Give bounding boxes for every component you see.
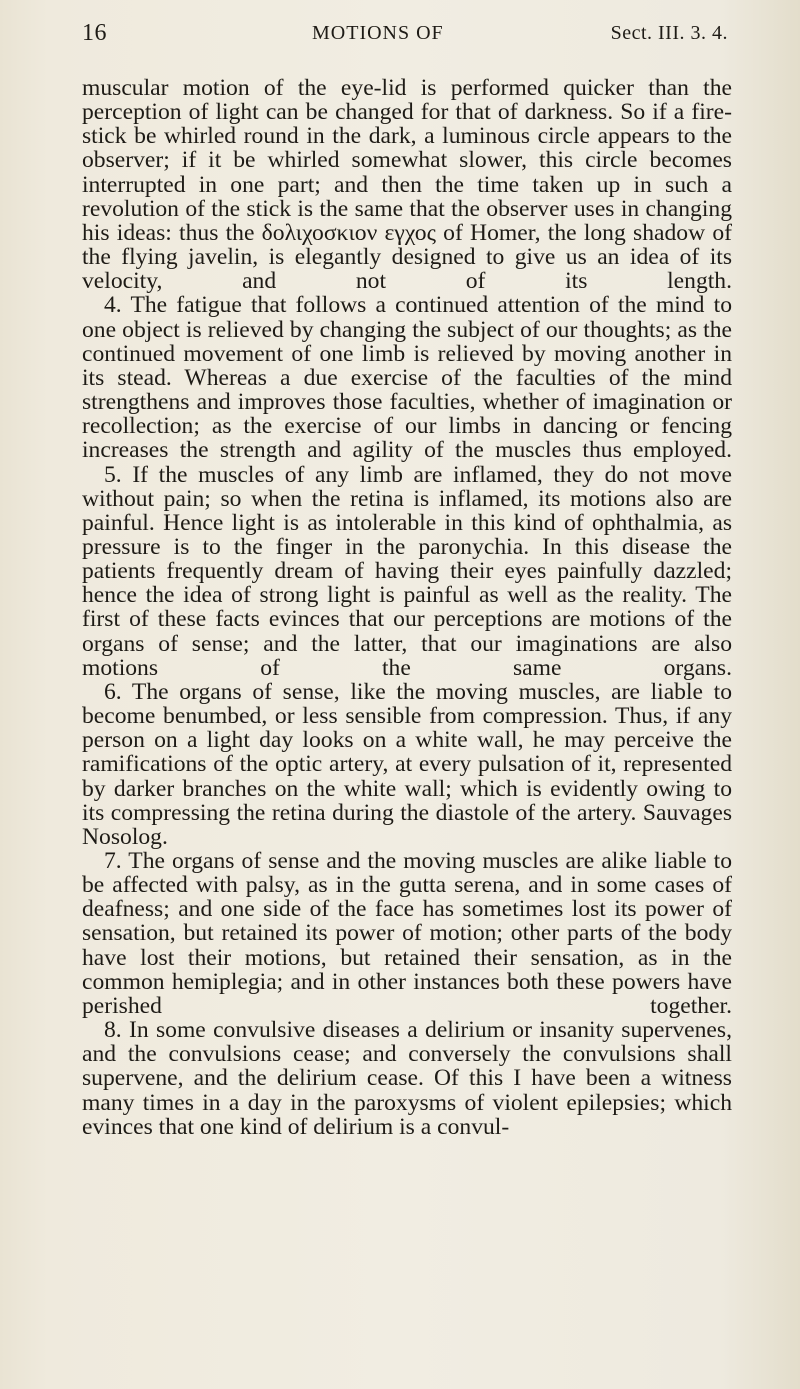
paragraph-7: 7. The organs of sense and the moving muscles are alike liable to be affected with palsy, as in the gutta serena, and in some cases of deafness; and one side of the face has sometimes lost its power of sensation, but retained its power of motion; other parts of the body have lost their motions, but retained their sensation, as in the common hemiplegia; and in other instances both these powers have perished together. bbox=[82, 848, 732, 1019]
body-text bbox=[82, 76, 732, 1139]
page-header bbox=[82, 20, 728, 54]
running-title: MOTIONS OF bbox=[312, 22, 444, 44]
section-reference: Sect. III. 3. 4. bbox=[610, 22, 728, 44]
paragraph-continuation: muscular motion of the eye-lid is performed quicker than the perception of light can be changed for that of darkness. So if a fire-stick be whirled round in the dark, a luminous circle appears to the observer; if it be whirled somewhat slower, this circle becomes interrupted in one part; and then the time taken up in such a revolution of the stick is the same that the observer uses in changing his ideas: thus the δολιχοσκιον εγχος of Homer, the long shadow of the flying javelin, is elegantly designed to give us an idea of its velocity, and not of its length. bbox=[82, 75, 732, 295]
paragraph-5: 5. If the muscles of any limb are inflamed, they do not move without pain; so when the retina is inflamed, its motions also are painful. Hence light is as intolerable in this kind of ophthalmia, as pressure is to the finger in the paronychia. In this disease the patients frequently dream of having their eyes painfully dazzled; hence the idea of strong light is painful as well as the reality. The first of these facts evinces that our perceptions are motions of the organs of sense; and the latter, that our imaginations are also motions of the same organs. bbox=[82, 461, 732, 681]
page-number: 16 bbox=[82, 20, 107, 46]
paragraph-4: 4. The fatigue that follows a continued attention of the mind to one object is relieved by changing the subject of our thoughts; as the continued movement of one limb is relieved by moving another in its stead. Whereas a due exercise of the faculties of the mind strengthens and improves those faculties, whether of imagination or recollection; as the exercise of our limbs in dancing or fencing increases the strength and agility of the muscles thus employed. bbox=[82, 292, 732, 464]
paragraph-6: 6. The organs of sense, like the moving muscles, are liable to become benumbed, or less sensible from compression. Thus, if any person on a light day looks on a white wall, he may perceive the ramifications of the optic artery, at every pulsation of it, represented by darker branches on the white wall; which is evidently owing to its compressing the retina during the diastole of the artery. Sauvages Nosolog. bbox=[82, 678, 732, 850]
paragraph-8: 8. In some convulsive diseases a delirium or insanity supervenes, and the convulsions cease; and conversely the convulsions shall supervene, and the delirium cease. Of this I have been a witness many times in a day in the paroxysms of violent epilepsies; which evinces that one kind of delirium is a convul- bbox=[82, 1017, 732, 1140]
